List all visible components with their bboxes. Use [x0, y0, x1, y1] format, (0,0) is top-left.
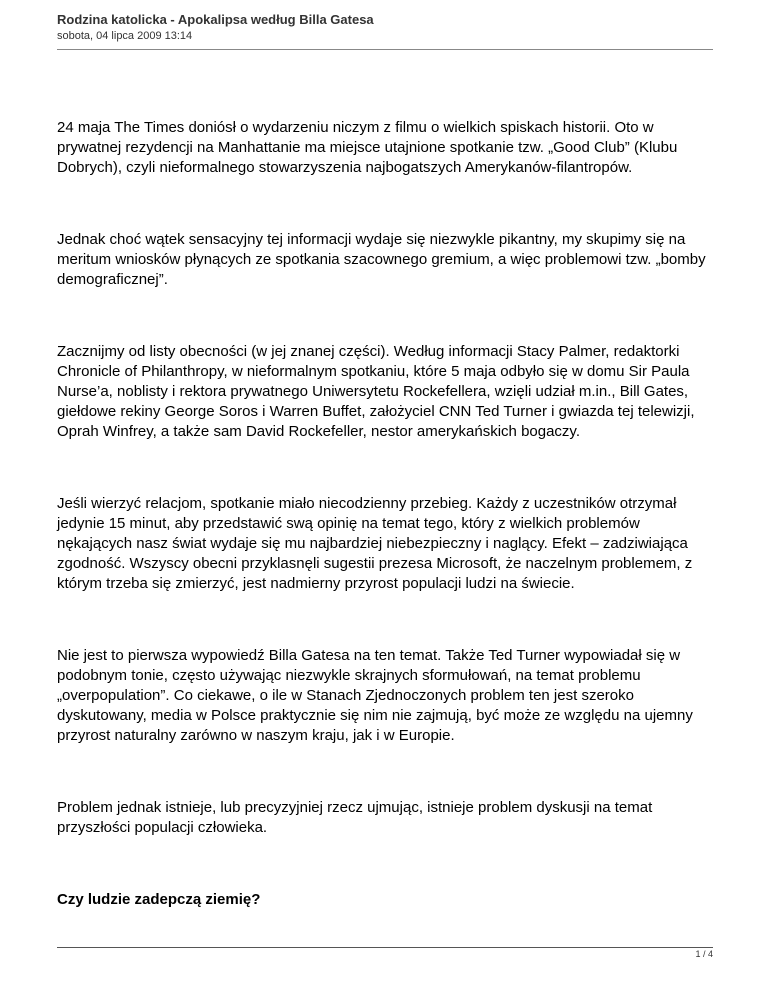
paragraph-spacer [57, 746, 713, 798]
section-heading: Czy ludzie zadepczą ziemię? [57, 891, 261, 908]
paragraph-5: Nie jest to pierwsza wypowiedź Billa Gatesa na ten temat. Także Ted Turner wypowiadał się w podobnym tonie, często używając niezwykle skrajnych sformułowań, na temat problemu „overpopulation”. Co ciekawe, o ile w Stanach Zjednoczonych problem ten jest szeroko dyskutowany, media w Polsce praktycznie się nim nie zajmują, być może ze względu na ujemny przyrost naturalny zarówno w naszym kraju, jak i w Europie. [57, 647, 693, 744]
document-title: Rodzina katolicka - Apokalipsa według Billa Gatesa [57, 12, 374, 27]
page-number: 1 / 4 [695, 949, 713, 959]
paragraph-spacer [57, 442, 713, 494]
header-divider [57, 49, 713, 50]
paragraph-6: Problem jednak istnieje, lub precyzyjniej rzecz ujmując, istnieje problem dyskusji na temat przyszłości populacji człowieka. [57, 799, 653, 836]
document-header [57, 12, 713, 43]
document-date: sobota, 04 lipca 2009 13:14 [57, 30, 193, 42]
paragraph-4: Jeśli wierzyć relacjom, spotkanie miało niecodzienny przebieg. Każdy z uczestników otrzymał jedynie 15 minut, aby przedstawić swą opinię na temat tego, który z wielkich problemów nękających nasz świat wydaje się mu najbardziej niebezpieczny i naglący. Efekt – zadziwiająca zgodność. Wszyscy obecni przyklasnęli sugestii prezesa Microsoft, że naczelnym problemem, z którym trzeba się zmierzyć, jest nadmierny przyrost populacji ludzi na świecie. [57, 495, 693, 592]
paragraph-3: Zacznijmy od listy obecności (w jej znanej części). Według informacji Stacy Palmer, redaktorki Chronicle of Philanthropy, w nieformalnym spotkaniu, które 5 maja odbyło się w domu Sir Paula Nurse’a, noblisty i rektora prywatnego Uniwersytetu Rockefellera, wzięli udział m.in., Bill Gates, giełdowe rekiny George Soros i Warren Buffet, założyciel CNN Ted Turner i gwiazda tej telewizji, Oprah Winfrey, a także sam David Rockefeller, nestor amerykańskich bogaczy. [57, 343, 695, 440]
paragraph-spacer [57, 290, 713, 342]
paragraph-spacer [57, 178, 713, 230]
footer-divider [57, 947, 713, 948]
article-body [57, 118, 713, 910]
paragraph-1: 24 maja The Times doniósł o wydarzeniu niczym z filmu o wielkich spiskach historii. Oto w prywatnej rezydencji na Manhattanie ma miejsce utajnione spotkanie tzw. „Good Club” (Klubu Dobrych), czyli nieformalnego stowarzyszenia najbogatszych Amerykanów-filantropów. [57, 119, 678, 176]
paragraph-spacer [57, 594, 713, 646]
paragraph-spacer [57, 838, 713, 890]
paragraph-2: Jednak choć wątek sensacyjny tej informacji wydaje się niezwykle pikantny, my skupimy się na meritum wniosków płynących ze spotkania szacownego gremium, a więc problemowi tzw. „bomby demograficznej”. [57, 231, 706, 288]
